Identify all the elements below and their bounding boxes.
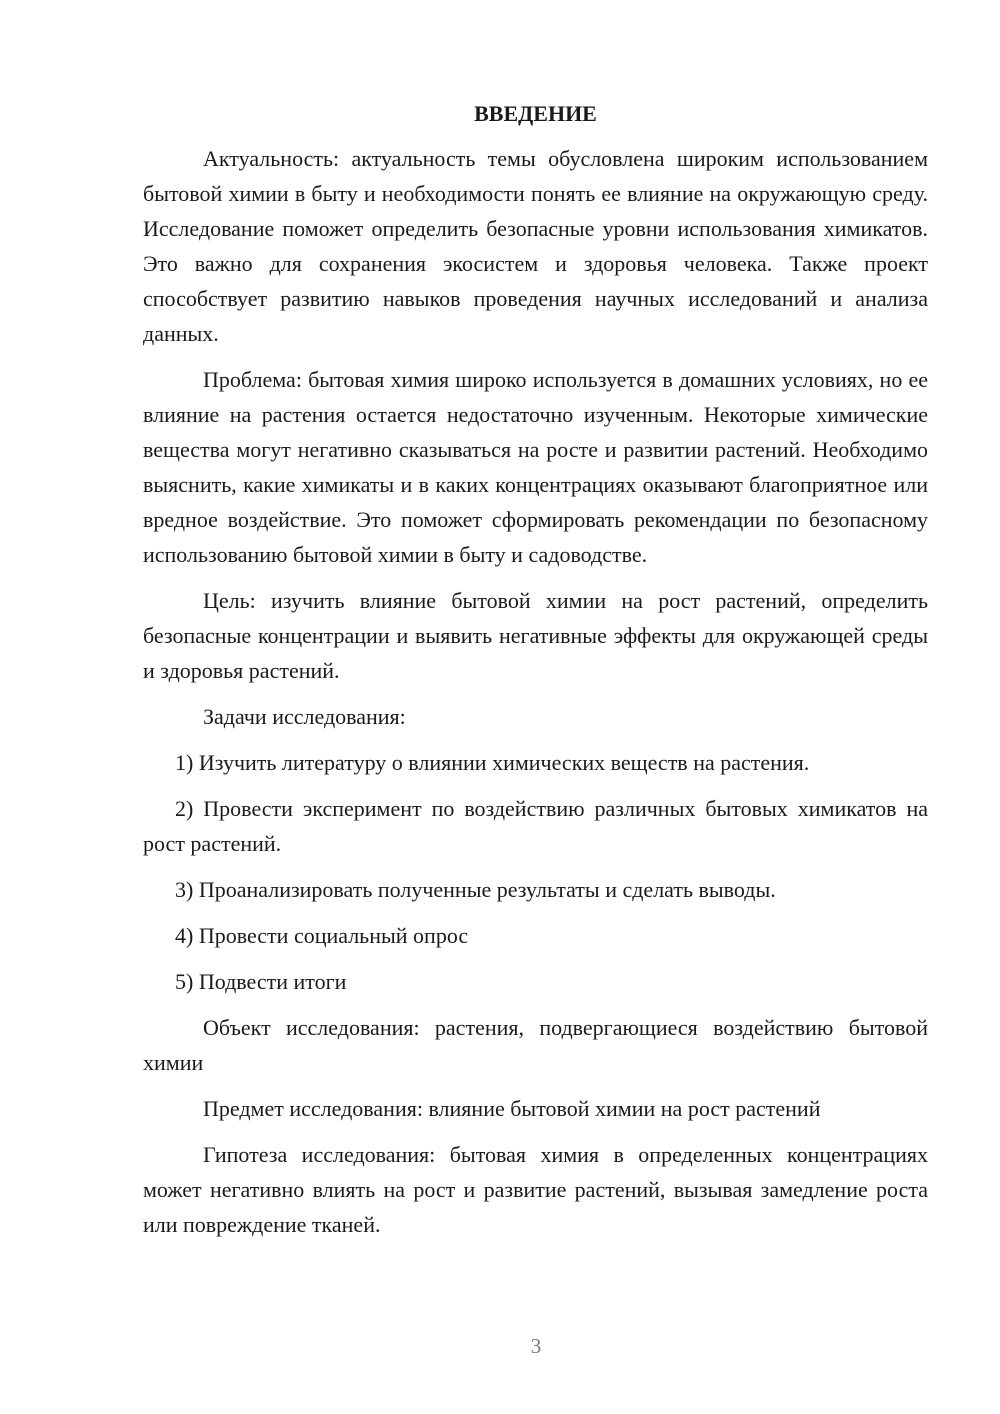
task-item-2: 2) Провести эксперимент по воздействию различных бытовых химикатов на рост растений. (143, 796, 928, 856)
paragraph-problem: Проблема: бытовая химия широко используется в домашних условиях, но ее влияние на растения остается недостаточно изученным. Некоторые химические вещества могут негативно сказываться на росте и развитии растений. Необходимо выяснить, какие химикаты и в каких концентрациях оказывают благоприятное или вредное воздействие. Это поможет сформировать рекомендации по безопасному использованию бытовой химии в быту и садоводстве. (143, 367, 928, 567)
paragraph-goal: Цель: изучить влияние бытовой химии на рост растений, определить безопасные концентрации и выявить негативные эффекты для окружающей среды и здоровья растений. (143, 588, 928, 683)
paragraph-hypothesis: Гипотеза исследования: бытовая химия в определенных концентрациях может негативно влиять на рост и развитие растений, вызывая замедление роста или повреждение тканей. (143, 1142, 928, 1237)
paragraph-subject: Предмет исследования: влияние бытовой химии на рост растений (203, 1096, 821, 1121)
document-body (143, 96, 928, 1253)
page-number: 3 (530, 1334, 542, 1358)
task-item-5: 5) Подвести итоги (175, 969, 347, 994)
page-title: ВВЕДЕНИЕ (474, 101, 597, 126)
tasks-heading: Задачи исследования: (203, 704, 406, 729)
task-item-3: 3) Проанализировать полученные результаты и сделать выводы. (175, 877, 776, 902)
task-item-4: 4) Провести социальный опрос (175, 923, 469, 948)
task-item-1: 1) Изучить литературу о влиянии химических веществ на растения. (175, 750, 810, 775)
paragraph-relevance: Актуальность: актуальность темы обусловлена широким использованием бытовой химии в быту и необходимости понять ее влияние на окружающую среду. Исследование поможет определить безопасные уровни использования химикатов. Это важно для сохранения экосистем и здоровья человека. Также проект способствует развитию навыков проведения научных исследований и анализа данных. (143, 146, 928, 346)
paragraph-object: Объект исследования: растения, подвергающиеся воздействию бытовой химии (143, 1015, 928, 1075)
